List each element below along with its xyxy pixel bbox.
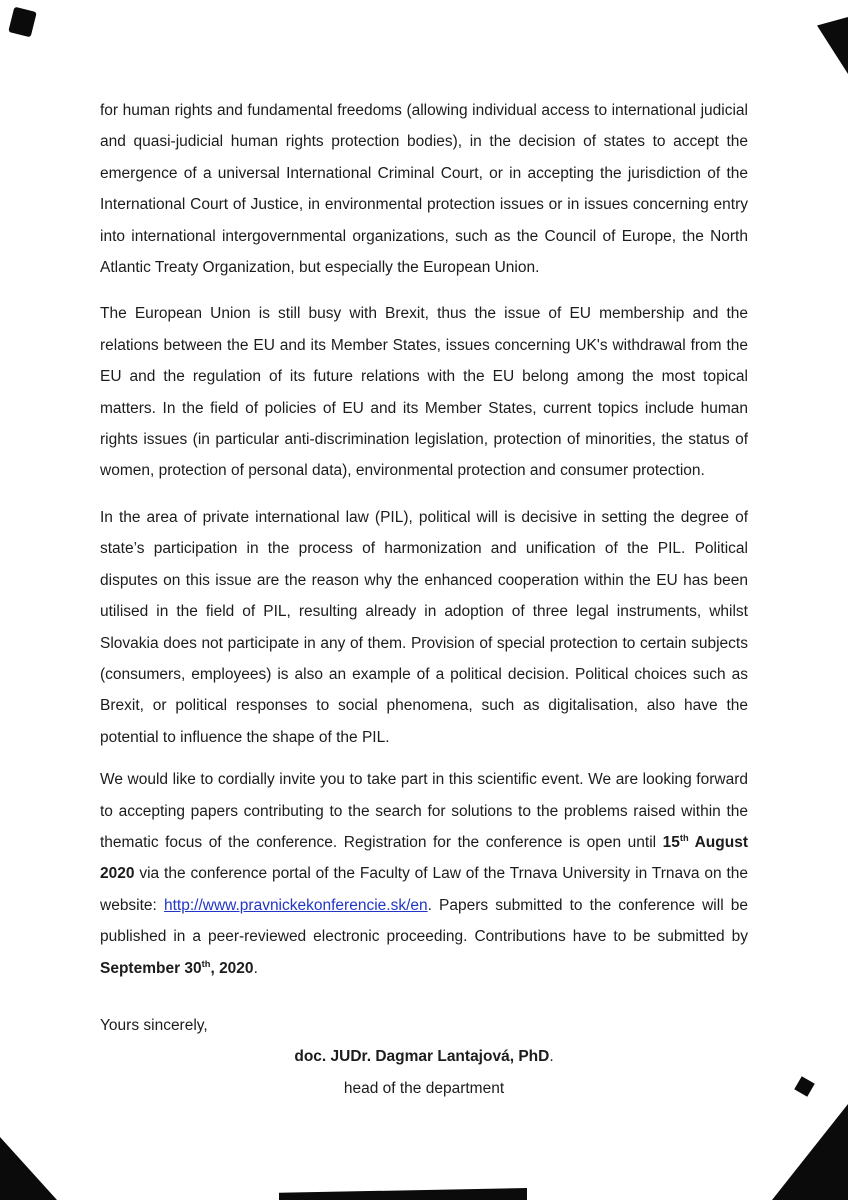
- closing-salutation: Yours sincerely,: [100, 1016, 208, 1034]
- scan-artifact-top-left: [8, 7, 37, 38]
- scan-artifact-bottom-left: [0, 1137, 57, 1200]
- text-run: 15: [662, 833, 680, 851]
- paragraph-invitation-registration: [100, 764, 748, 984]
- text-run: .: [253, 959, 258, 977]
- text-run: for human rights and fundamental freedoms (allowing individual access to international judicial and quasi-judicial human rights protection bodies), in the decision of states to accept the emergence of a universal International Criminal Court, or in accepting the jurisdiction of the International Court of Justice, in environmental protection issues or in issues concerning entry into international intergovernmental organizations, such as the Council of Europe, the North Atlantic Treaty Organization, but especially the European Union.: [100, 102, 748, 277]
- text-run: , 2020: [210, 959, 254, 977]
- scan-artifact-bottom-bar: [279, 1188, 527, 1200]
- text-run: The European Union is still busy with Brexit, thus the issue of EU membership and the relations between the EU and its Member States, issues concerning UK's withdrawal from the EU and the regulation of its future relations with the EU belong among the most topical matters. In the field of policies of EU and its Member States, current topics include human rights issues (in particular anti-discrimination legislation, protection of minorities, the status of women, protection of personal data), environmental protection and consumer protection.: [100, 305, 748, 480]
- scan-artifact-bottom-right: [772, 1104, 848, 1200]
- paragraph-private-international-law: [100, 502, 748, 753]
- text-run: We would like to cordially invite you to take part in this scientific event. We are looking forward to accepting papers contributing to the search for solutions to the problems raised within the thematic focus of the conference. Registration for the conference is open until: [100, 771, 748, 851]
- text-run: September 30: [100, 959, 202, 977]
- scan-artifact-bottom-right-fragment: [794, 1076, 814, 1096]
- signature-title: head of the department: [343, 1079, 505, 1097]
- text-run: August 2020: [100, 833, 748, 883]
- text-run: .: [549, 1048, 554, 1066]
- conference-portal-link[interactable]: http://www.pravnickekonferencie.sk/en: [163, 896, 428, 914]
- text-run: via the conference portal of the Faculty of Law of the Trnava University in Trnava on the website:: [100, 865, 748, 914]
- paragraph-human-rights: [100, 95, 748, 283]
- text-run: In the area of private international law (PIL), political will is decisive in setting the degree of state’s participation in the process of harmonization and unification of the PIL. Political disputes on this issue are the reason why the enhanced cooperation within the EU has been utilised in the field of PIL, resulting already in adoption of three legal instruments, whilst Slovakia does not participate in any of them. Provision of special protection to certain subjects (consumers, employees) is also an example of a political decision. Political choices such as Brexit, or political responses to social phenomena, such as digitalisation, also have the potential to influence the shape of the PIL.: [100, 508, 748, 746]
- scan-artifact-top-right: [817, 17, 848, 74]
- letter-body: [100, 95, 748, 1104]
- superscript-text: th: [679, 832, 689, 843]
- text-run: doc. JUDr. Dagmar Lantajová, PhD: [294, 1048, 550, 1066]
- paragraph-european-union-brexit: [100, 298, 748, 486]
- signature-name: [100, 1041, 748, 1072]
- text-run: . Papers submitted to the conference will be published in a peer-reviewed electronic proceeding. Contributions have to be submitted by: [100, 896, 748, 946]
- superscript-text: th: [201, 958, 211, 969]
